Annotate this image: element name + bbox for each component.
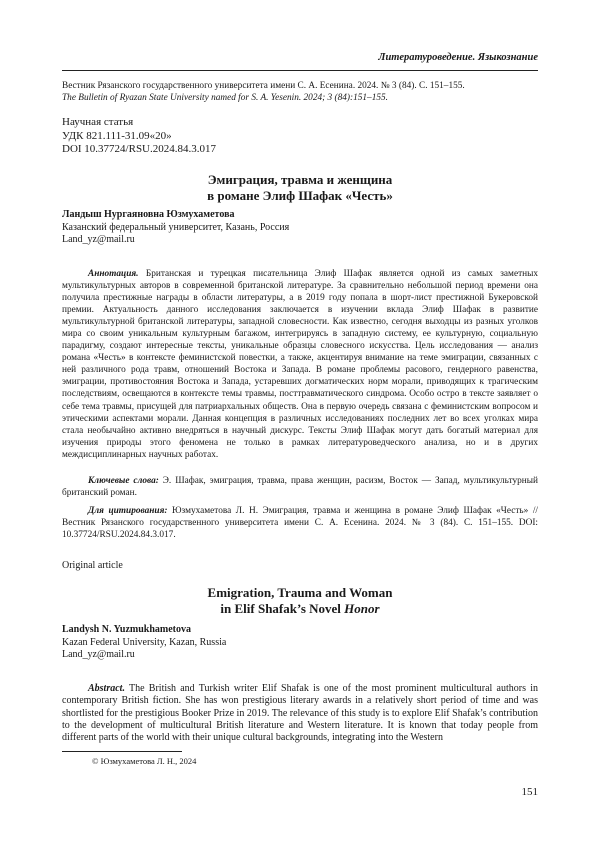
- doi: DOI 10.37724/RSU.2024.84.3.017: [62, 143, 217, 155]
- keywords-ru: [62, 475, 538, 499]
- author-affiliation-ru: Казанский федеральный университет, Казань, Россия: [62, 221, 290, 233]
- journal-reference-ru: Вестник Рязанского государственного университета имени С. А. Есенина. 2024. № 3 (84). С. 151–155.: [62, 81, 465, 91]
- author-affiliation-en: Kazan Federal University, Kazan, Russia: [62, 636, 227, 648]
- article-title-ru: [62, 172, 538, 203]
- title-ru-line2: в романе Элиф Шафак «Честь»: [207, 187, 393, 203]
- citation-ru-text: Юзмухаметова Л. Н. Эмиграция, травма и женщина в романе Элиф Шафак «Честь» // Вестник Рязанского государственного университета имени С. А. Есенина. 2024. № 3 (84). С. 151–155. DOI: 10.37724/RSU.2024.84.3.017.: [62, 506, 538, 541]
- original-article-label: Original article: [62, 560, 123, 571]
- citation-ru: [62, 505, 538, 541]
- page-number: 151: [521, 786, 538, 798]
- title-en-line2-italic: Honor: [344, 600, 380, 616]
- journal-reference-en: The Bulletin of Ryazan State University named for S. A. Yesenin. 2024; 3 (84):151–155.: [62, 93, 388, 103]
- keywords-ru-text: Э. Шафак, эмиграция, травма, права женщин, расизм, Восток — Запад, мультикультурный британский роман.: [62, 476, 539, 499]
- footnote-rule: [62, 751, 182, 752]
- author-email-ru[interactable]: Land_yz@mail.ru: [62, 234, 135, 245]
- running-head: Литературоведение. Языкознание: [378, 52, 538, 63]
- title-en-line1: Emigration, Trauma and Woman: [207, 585, 393, 600]
- header-rule: [62, 70, 538, 71]
- article-meta: [62, 116, 216, 157]
- author-email-en[interactable]: Land_yz@mail.ru: [62, 649, 135, 660]
- abstract-en-label: Abstract.: [88, 683, 125, 694]
- udc-code: УДК 821.111-31.09«20»: [62, 129, 172, 142]
- title-en-line2: [62, 601, 538, 617]
- article-title-en: [62, 585, 538, 616]
- abstract-en-text: The British and Turkish writer Elif Shafak is one of the most prominent multicultural authors in contemporary British fiction. She has won prestigious literary awards in a relatively short period of time and was shortlisted for the prestigious Booker Prize in 2019. The relevance of this study is to explore Elif Shafak’s contribution to the development of multicultural British literature and Western literature. It is known that today people from different parts of the world with their unique cultural backgrounds, integrating into the Western: [62, 683, 538, 744]
- article-type: Научная статья: [62, 116, 134, 128]
- author-block-en: [62, 624, 226, 662]
- journal-reference: [62, 80, 538, 104]
- author-name-ru: Ландыш Нургаяновна Юзмухаметова: [62, 209, 235, 220]
- abstract-ru-label: Аннотация.: [88, 269, 139, 279]
- keywords-ru-label: Ключевые слова:: [88, 476, 159, 486]
- title-en-line2-prefix: in Elif Shafak’s Novel: [220, 600, 345, 616]
- abstract-en: [62, 683, 538, 744]
- abstract-ru: [62, 268, 538, 461]
- author-block-ru: [62, 209, 289, 247]
- citation-ru-label: Для цитирования:: [88, 506, 168, 516]
- author-name-en: Landysh N. Yuzmukhametova: [62, 624, 192, 635]
- abstract-ru-text: Британская и турецкая писательница Элиф Шафак является одной из самых заметных мультикультурных авторов в современной британской литературе. За сравнительно небольшой период времени она получила престижные награды в области литературы, а в 2019 году попала в шорт-лист престижной Букеровской премии. Актуальность данного исследования заключается в изучении вклада Элиф Шафак в развитие мультикультурной британской литературы, западной словесности. Как известно, сегодня выходцы из разных уголков мира со своим уникальным культурным багажом, интегрируясь в западную систему, ее культурную, социальную парадигму, создают интересные тексты, уникальные образцы словесного искусства. Цель исследования — анализ романа «Честь» в контексте феминистской повестки, а также, акцентируя внимание на теме эмиграции, связанных с ней различного рода травм, отношений Востока и Запада. В романе проблемы расового, гендерного равенства, эмиграции, противостояния Востока и Запада, устаревших догматических норм морали, приводящих к трагическим последствиям, освещаются в контексте темы травмы, посттравматического синдрома. Особо остро в тексте заявляет о себе тема травмы, присущей для патриархальных обществ. Она в первую очередь связана с феминистским вопросом и этическими аспектами морали. Данная концепция в различных исследованиях последних лет во всех уголках мира стала необычайно активно внедряться в научный дискурс. Тексты Элиф Шафак могут дать богатый материал для изучения природы этого феномена не только в рамках литературоведческого анализа, но и в других междисциплинарных научных работах.: [62, 269, 538, 460]
- title-ru-line1: Эмиграция, травма и женщина: [207, 172, 393, 187]
- copyright-footnote: © Юзмухаметова Л. Н., 2024: [92, 756, 197, 766]
